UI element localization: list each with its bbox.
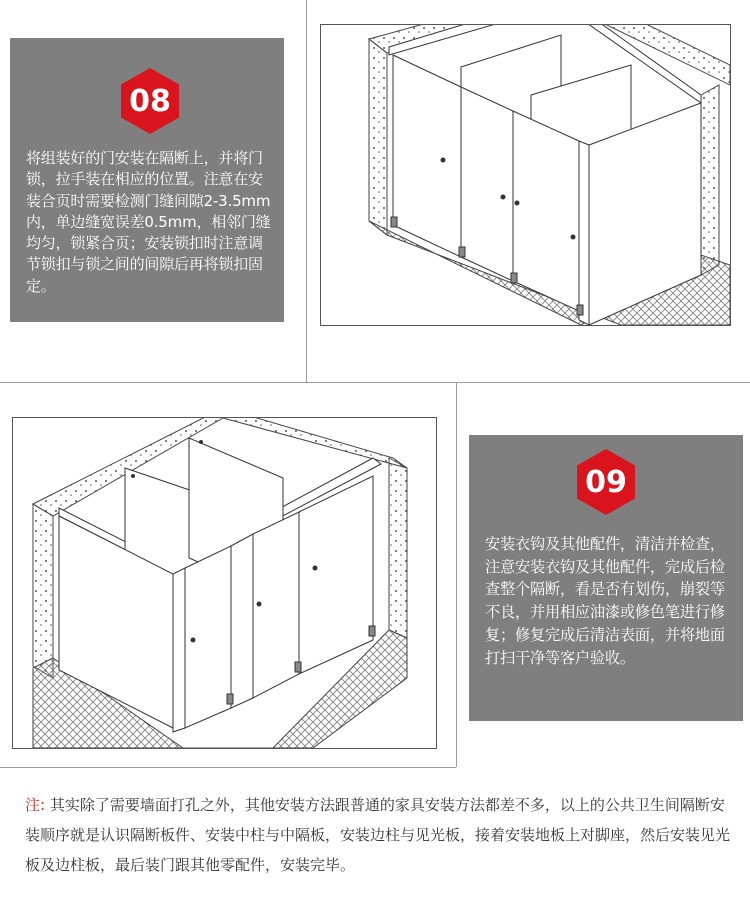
step-08-card (10, 38, 284, 322)
partition-finished-illustration (13, 418, 436, 748)
step-09-number: 09 (585, 464, 627, 500)
frame-line-bottom-vertical (456, 382, 457, 767)
step-08-number: 08 (129, 83, 171, 119)
step-08-drawing (320, 24, 731, 326)
step-09-drawing (12, 417, 437, 749)
step-09-badge (577, 449, 635, 515)
partition-installed-doors-illustration (321, 25, 730, 325)
frame-line-middle-horizontal (0, 382, 750, 383)
step-08-badge (121, 68, 179, 134)
step-09-text: 安装衣钩及其他配件，清洁并检查，注意安装衣钩及其他配件，完成后检查整个隔断，看是否有划伤，崩裂等不良，并用相应油漆或修色笔进行修复；修复完成后清洁表面，并将地面打扫干净等客户验收。 (485, 535, 725, 667)
installation-note (25, 790, 730, 880)
frame-line-top-vertical (306, 0, 307, 382)
note-label: 注: (25, 796, 46, 814)
frame-line-bottom-horizontal (0, 767, 456, 768)
step-09-card (469, 435, 743, 721)
note-text: 其实除了需要墙面打孔之外，其他安装方法跟普通的家具安装方法都差不多，以上的公共卫生间隔断安装顺序就是认识隔断板件、安装中柱与中隔板，安装边柱与见光板，接着安装地板上对脚座，然后安装见光板及边柱板，最后装门跟其他零配件，安装完毕。 (25, 796, 731, 874)
step-08-text: 将组装好的门安装在隔断上，并将门锁，拉手装在相应的位置。注意在安装合页时需要检测门缝间隙2-3.5mm内，单边缝宽误差0.5mm，相邻门缝均匀，锁紧合页；安装锁扣时注意调节锁扣与锁之间的间隙后再将锁扣固定。 (26, 149, 271, 295)
